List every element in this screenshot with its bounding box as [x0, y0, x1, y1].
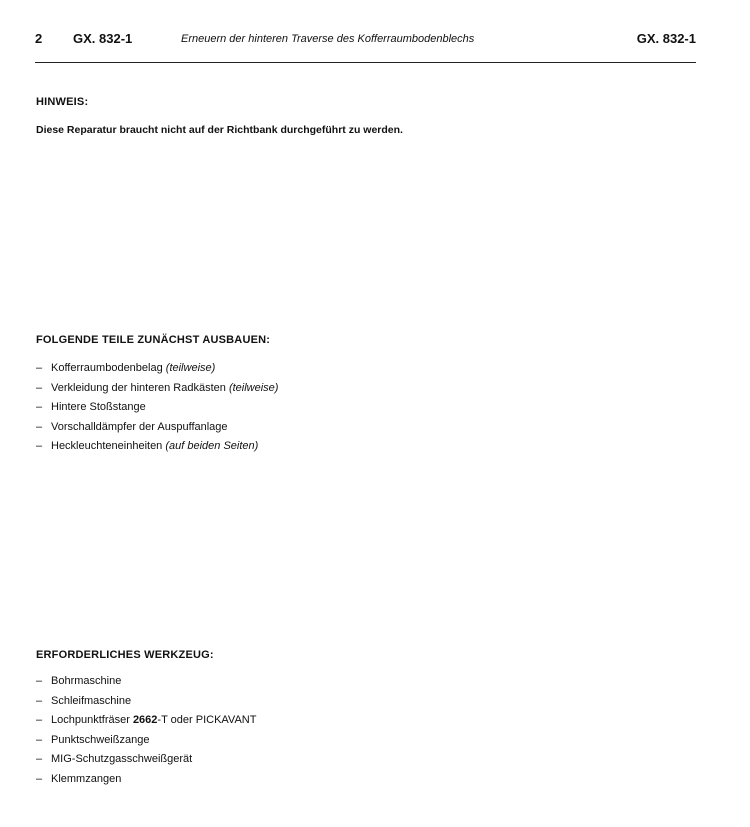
tools-heading: ERFORDERLICHES WERKZEUG:: [36, 649, 214, 661]
list-item: [36, 418, 278, 438]
list-dash: –: [36, 694, 43, 707]
list-item: [36, 750, 256, 770]
list-item-note: (teilweise): [228, 381, 279, 394]
header-divider: [35, 62, 696, 63]
list-item-suffix: -T oder PICKAVANT: [157, 714, 257, 726]
document-code-right: GX. 832-1: [636, 31, 696, 46]
list-item: [36, 731, 256, 751]
list-dash: –: [36, 733, 43, 746]
document-title: Erneuern der hinteren Traverse des Kofferraumbodenblechs: [181, 33, 475, 45]
list-item-text: Klemmzangen: [51, 772, 122, 785]
document-code-left: GX. 832-1: [73, 31, 133, 46]
page-number: 2: [35, 31, 43, 46]
list-item: [36, 437, 278, 457]
list-dash: –: [36, 420, 43, 433]
list-item: [36, 398, 278, 418]
list-dash: –: [36, 753, 43, 765]
parts-heading: FOLGENDE TEILE ZUNÄCHST AUSBAUEN:: [36, 334, 271, 346]
list-item: [36, 692, 256, 712]
hinweis-heading: HINWEIS:: [36, 96, 89, 108]
list-item-text: Punktschweißzange: [51, 733, 150, 746]
list-item-note: (auf beiden Seiten): [165, 440, 259, 452]
list-dash: –: [36, 401, 43, 413]
list-item-text: Schleifmaschine: [51, 694, 132, 707]
list-item-text: Heckleuchteneinheiten: [51, 440, 166, 452]
list-item: [36, 379, 278, 399]
list-item: [36, 711, 256, 731]
list-item-text: Lochpunktfräser: [51, 714, 133, 726]
list-dash: –: [36, 772, 43, 785]
tools-list: [36, 672, 256, 789]
hinweis-text: Diese Reparatur braucht nicht auf der Richtbank durchgeführt zu werden.: [36, 124, 403, 136]
list-item-note: (teilweise): [165, 362, 216, 374]
page-header: [35, 31, 696, 51]
parts-list: [36, 359, 278, 457]
list-dash: –: [36, 714, 43, 726]
list-dash: –: [36, 362, 43, 374]
list-item-text: Kofferraumbodenbelag: [51, 362, 166, 374]
list-item-text: MIG-Schutzgasschweißgerät: [51, 753, 193, 765]
list-item-text: Vorschalldämpfer der Auspuffanlage: [51, 420, 228, 433]
part-number: 2662: [132, 714, 158, 726]
list-item: [36, 359, 278, 379]
list-item-text: Hintere Stoßstange: [51, 401, 146, 413]
list-dash: –: [36, 675, 43, 687]
list-item: [36, 770, 256, 790]
list-dash: –: [36, 440, 43, 452]
list-item: [36, 672, 256, 692]
list-item-text: Bohrmaschine: [51, 675, 122, 687]
list-item-text: Verkleidung der hinteren Radkästen: [51, 381, 229, 394]
list-dash: –: [36, 381, 43, 394]
